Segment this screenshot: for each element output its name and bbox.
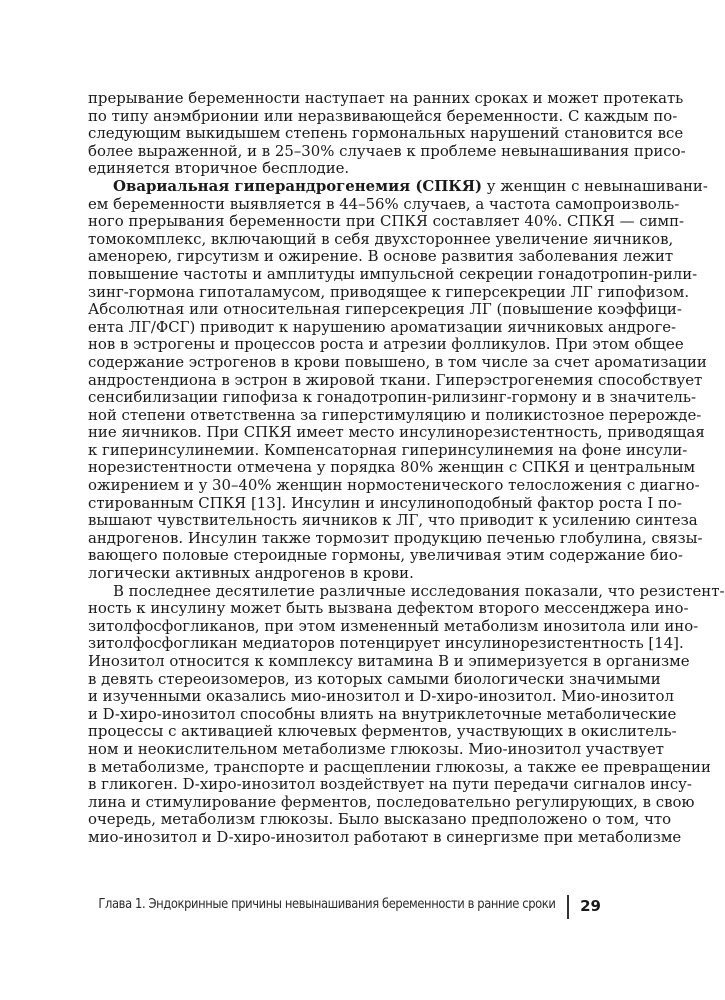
text-line: мио-инозитол и D-хиро-инозитол работают в синергизме при метаболизме — [88, 827, 682, 846]
body-text — [88, 89, 725, 847]
text-line: стированным СПКЯ [13]. Инсулин и инсулиноподобный фактор роста I по- — [88, 493, 682, 512]
text-line: нов в эстрогены и процессов роста и атрезии фолликулов. При этом общее — [88, 335, 684, 354]
paragraph-heading-line — [88, 176, 708, 196]
text-line: ожирением и у 30–40% женщин нормостенического телосложения с диагно- — [88, 476, 700, 495]
running-title: Глава 1. Эндокринные причины невынашивания беременности в ранние сроки — [97, 897, 555, 912]
text-line: содержание эстрогенов в крови повышено, в том числе за счет ароматизации — [88, 352, 707, 371]
text-line: к гиперинсулинемии. Компенсаторная гиперинсулинемия на фоне инсули- — [88, 440, 688, 459]
text-line: следующим выкидышем степень гормональных нарушений становится все — [88, 124, 684, 143]
text-line: зитолфосфогликанов, при этом измененный метаболизм инозитола или ино- — [88, 616, 699, 635]
text-line: вышают чувствительность яичников к ЛГ, что приводит к усилению синтеза — [88, 511, 698, 530]
text-line: норезистентности отмечена у порядка 80% женщин с СПКЯ и центральным — [88, 458, 696, 477]
text-line: Инозитол относится к комплексу витамина В и эпимеризуется в организме — [88, 652, 690, 670]
text-line: вающего половые стероидные гормоны, увеличивая этим содержание био- — [88, 546, 683, 565]
text-line: томокомплекс, включающий в себя двухстороннее увеличение яичников, — [88, 229, 674, 248]
text-line: и D-хиро-инозитол способны влиять на внутриклеточные метаболические — [88, 704, 677, 723]
text-line: логически активных андрогенов в крови. — [88, 564, 414, 583]
text-line: ем беременности выявляется в 44–56% случаев, а частота самопроизволь- — [88, 194, 680, 213]
text-line: по типу анэмбрионии или неразвивающейся беременности. С каждым по- — [88, 106, 678, 125]
text-line: в девять стереоизомеров, из которых самыми биологически значимыми — [88, 669, 661, 688]
text-line: зинг-гормона гипоталамусом, приводящее к гиперсекреции ЛГ гипофизом. — [88, 282, 690, 301]
page-number: 29 — [580, 897, 601, 915]
text-line: и изученными оказались мио-инозитол и D-хиро-инозитол. Мио-инозитол — [88, 687, 674, 706]
text-line: ном и неокислительном метаболизме глюкозы. Мио-инозитол участвует — [88, 739, 665, 758]
text-line: ента ЛГ/ФСГ) приводит к нарушению ароматизации яичниковых андроге- — [88, 317, 677, 336]
text-fragment: у женщин с невынашивани- — [482, 176, 708, 195]
text-line: процессы с активацией ключевых ферментов, участвующих в окислитель- — [88, 722, 677, 741]
text-line: в гликоген. D-хиро-инозитол воздействует на пути передачи сигналов инсу- — [88, 775, 692, 794]
text-line: прерывание беременности наступает на ранних сроках и может протекать — [88, 89, 684, 107]
text-line: В последнее десятилетие различные исследования показали, что резистент- — [113, 581, 725, 600]
section-heading: Овариальная гиперандрогенемия (СПКЯ) — [113, 176, 482, 195]
text-line: андрогенов. Инсулин также тормозит продукцию печенью глобулина, связы- — [88, 528, 703, 547]
text-line: более выраженной, и в 25–30% случаев к проблеме невынашивания присо- — [88, 141, 686, 160]
text-line: повышение частоты и амплитуды импульсной секреции гонадотропин-рили- — [88, 264, 698, 283]
text-line: единяется вторичное бесплодие. — [88, 159, 350, 178]
text-line: ние яичников. При СПКЯ имеет место инсулинорезистентность, приводящая — [88, 423, 705, 442]
text-line: в метаболизме, транспорте и расщеплении глюкозы, а также ее превращении — [88, 757, 711, 776]
text-line: ного прерывания беременности при СПКЯ составляет 40%. СПКЯ — симп- — [88, 212, 685, 231]
text-line: ность к инсулину может быть вызвана дефектом второго мессенджера ино- — [88, 599, 689, 618]
text-line: андростендиона в эстрон в жировой ткани. Гиперэстрогенемия способствует — [88, 370, 703, 389]
page-footer — [88, 893, 613, 923]
text-line: Абсолютная или относительная гиперсекреция ЛГ (повышение коэффици- — [88, 300, 682, 319]
text-line: аменорею, гирсутизм и ожирение. В основе развития заболевания лежит — [88, 247, 674, 266]
text-line: зитолфосфогликан медиаторов потенцирует инсулинорезистентность [14]. — [88, 634, 684, 653]
text-line: очередь, метаболизм глюкозы. Было высказано предположено о том, что — [88, 810, 672, 829]
text-line: лина и стимулирование ферментов, последовательно регулирующих, в свою — [88, 792, 695, 811]
text-line: сенсибилизации гипофиза к гонадотропин-рилизинг-гормону и в значитель- — [88, 388, 697, 407]
footer-divider — [567, 895, 569, 919]
text-line: ной степени ответственна за гиперстимуляцию и поликистозное перерожде- — [88, 405, 702, 424]
